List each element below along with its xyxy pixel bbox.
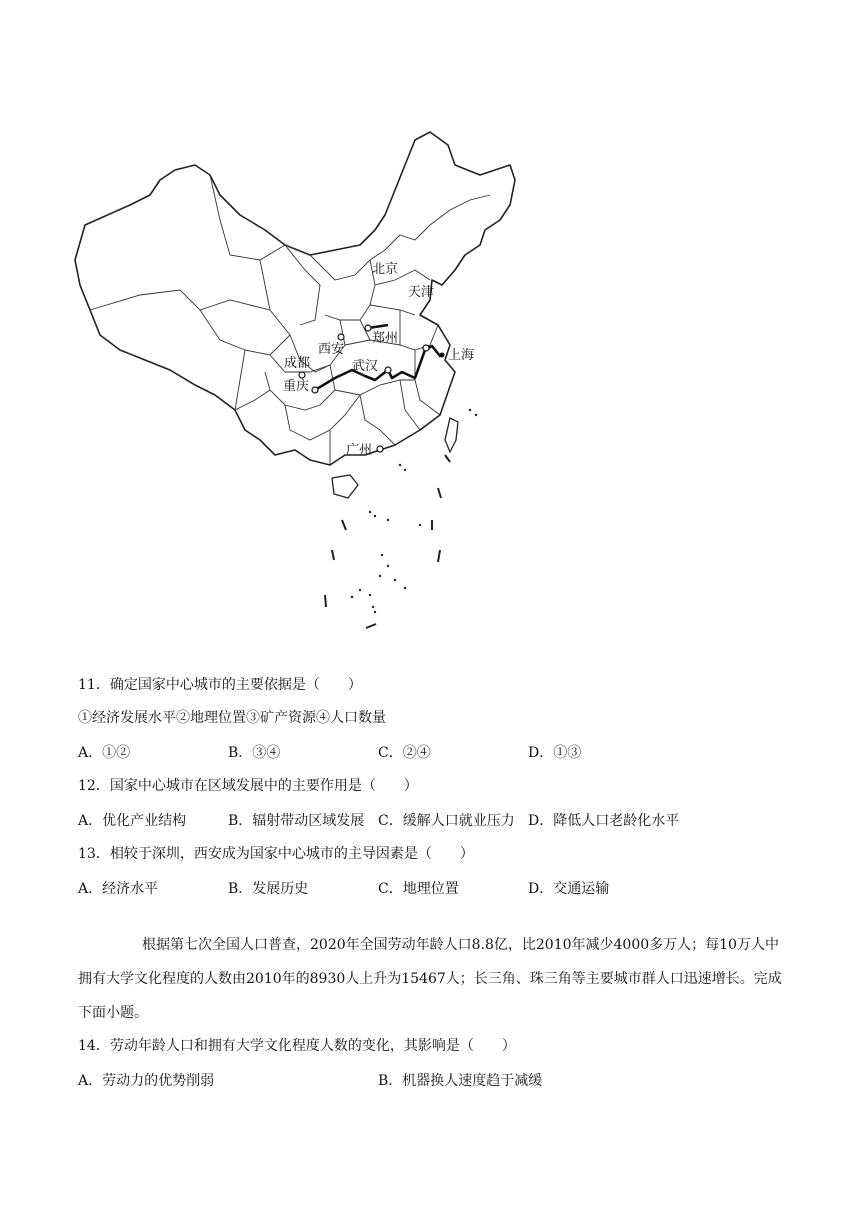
question-11-option-d[interactable]: D．①③	[528, 745, 582, 761]
city-label-zhengzhou: 郑州	[372, 331, 399, 346]
question-12-option-b[interactable]: B．辐射带动区域发展	[228, 813, 365, 829]
map-outline	[75, 132, 515, 465]
question-11-option-c[interactable]: C．②④	[378, 745, 431, 761]
city-label-guangzhou: 广州	[346, 443, 373, 458]
city-label-shanghai: 上海	[448, 348, 475, 363]
city-label-beijing: 北京	[372, 262, 399, 277]
question-12-option-a[interactable]: A．优化产业结构	[78, 813, 187, 829]
question-14-option-a[interactable]: A．劳动力的优势削弱	[78, 1073, 215, 1089]
question-11-statements: ①经济发展水平②地理位置③矿产资源④人口数量	[78, 710, 386, 726]
question-11-option-b[interactable]: B．③④	[228, 745, 281, 761]
china-map-figure	[70, 110, 540, 640]
question-12-option-c[interactable]: C．缓解人口就业压力	[378, 813, 515, 829]
question-11-stem: 11．确定国家中心城市的主要依据是（ ）	[78, 677, 362, 693]
city-label-tianjin: 天津	[408, 285, 435, 300]
question-11-option-a[interactable]: A．①②	[78, 745, 131, 761]
question-14-stem: 14．劳动年龄人口和拥有大学文化程度人数的变化，其影响是（ ）	[78, 1038, 516, 1054]
china-map	[70, 110, 540, 640]
taiwan-island	[445, 418, 458, 452]
city-label-wuhan: 武汉	[352, 359, 379, 374]
question-12-option-d[interactable]: D．降低人口老龄化水平	[528, 813, 680, 829]
question-13-option-d[interactable]: D．交通运输	[528, 881, 610, 897]
question-13-option-a[interactable]: A．经济水平	[78, 881, 159, 897]
question-14-option-b[interactable]: B．机器换人速度趋于减缓	[378, 1073, 543, 1089]
south-sea-dashes	[325, 455, 450, 628]
question-13-option-b[interactable]: B．发展历史	[228, 881, 309, 897]
south-sea-islands	[351, 409, 477, 613]
shanghai-marker	[440, 353, 445, 358]
reading-passage: 根据第七次全国人口普查，2020年全国劳动年龄人口8.8亿，比2010年减少4000多万人；每10万人中拥有大学文化程度的人数由2010年的8930人上升为15467人；长三角、珠三角等主要城市群人口迅速增长。完成下面小题。	[78, 937, 782, 1021]
hainan-island	[332, 475, 358, 498]
city-label-chengdu: 成都	[284, 356, 311, 371]
question-12-stem: 12．国家中心城市在区域发展中的主要作用是（ ）	[78, 778, 418, 794]
city-label-xian: 西安	[318, 342, 345, 357]
question-13-stem: 13．相较于深圳，西安成为国家中心城市的主导因素是（ ）	[78, 846, 474, 862]
city-label-chongqing: 重庆	[283, 379, 310, 394]
question-13-option-c[interactable]: C．地理位置	[378, 881, 459, 897]
